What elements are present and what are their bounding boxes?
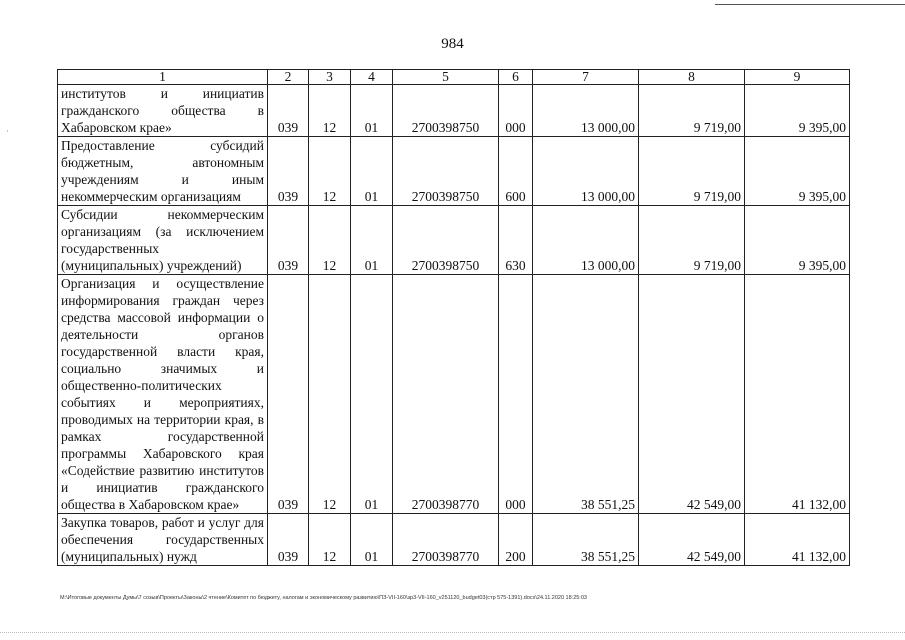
scan-mark: · [6, 126, 9, 136]
column-header: 7 [533, 70, 639, 85]
table-row [58, 514, 850, 566]
budget-table [57, 69, 850, 566]
expense-type-code: 200 [499, 514, 533, 566]
amount-col9: 9 395,00 [745, 85, 850, 137]
ministry-code: 039 [268, 85, 309, 137]
amount-col7: 13 000,00 [533, 206, 639, 275]
scan-edge [0, 632, 905, 633]
amount-col9: 41 132,00 [745, 275, 850, 514]
target-article-code: 2700398770 [393, 514, 499, 566]
expense-type-code: 630 [499, 206, 533, 275]
amount-col9: 41 132,00 [745, 514, 850, 566]
table-row [58, 85, 850, 137]
subsection-code: 01 [351, 206, 393, 275]
column-header: 5 [393, 70, 499, 85]
table-row [58, 206, 850, 275]
row-description: Предоставление субсидий бюджетным, автономным учреждениям и иным некоммерческим организациям [58, 137, 268, 206]
expense-type-code: 000 [499, 85, 533, 137]
amount-col8: 42 549,00 [639, 275, 745, 514]
column-header: 9 [745, 70, 850, 85]
subsection-code: 01 [351, 137, 393, 206]
target-article-code: 2700398750 [393, 137, 499, 206]
page-number: 984 [441, 36, 464, 52]
subsection-code: 01 [351, 514, 393, 566]
ministry-code: 039 [268, 514, 309, 566]
amount-col8: 9 719,00 [639, 206, 745, 275]
ministry-code: 039 [268, 137, 309, 206]
section-code: 12 [309, 137, 351, 206]
amount-col7: 13 000,00 [533, 137, 639, 206]
amount-col7: 13 000,00 [533, 85, 639, 137]
section-code: 12 [309, 275, 351, 514]
section-code: 12 [309, 206, 351, 275]
row-description: Субсидии некоммерческим организациям (за исключением государственных (муниципальных) учреждений) [58, 206, 268, 275]
expense-type-code: 600 [499, 137, 533, 206]
column-header: 4 [351, 70, 393, 85]
column-header: 1 [58, 70, 268, 85]
column-header: 8 [639, 70, 745, 85]
subsection-code: 01 [351, 275, 393, 514]
amount-col7: 38 551,25 [533, 514, 639, 566]
top-rule [715, 4, 905, 5]
target-article-code: 2700398770 [393, 275, 499, 514]
expense-type-code: 000 [499, 275, 533, 514]
ministry-code: 039 [268, 206, 309, 275]
amount-col9: 9 395,00 [745, 137, 850, 206]
section-code: 12 [309, 514, 351, 566]
row-description: институтов и инициатив гражданского общества в Хабаровском крае» [58, 85, 268, 137]
subsection-code: 01 [351, 85, 393, 137]
amount-col9: 9 395,00 [745, 206, 850, 275]
target-article-code: 2700398750 [393, 85, 499, 137]
amount-col8: 9 719,00 [639, 137, 745, 206]
column-header: 2 [268, 70, 309, 85]
amount-col7: 38 551,25 [533, 275, 639, 514]
ministry-code: 039 [268, 275, 309, 514]
amount-col8: 9 719,00 [639, 85, 745, 137]
column-header: 3 [309, 70, 351, 85]
table-row [58, 275, 850, 514]
target-article-code: 2700398750 [393, 206, 499, 275]
table-header-row [58, 70, 850, 85]
row-description: Организация и осуществление информирования граждан через средства массовой информации о деятельности органов государственной власти края, социально значимых и общественно-политических событиях и мероприятиях, проводимых на территории края, в рамках государственной программы Хабаровского края «Содействие развитию институтов и инициатив гражданского общества в Хабаровском крае» [58, 275, 268, 514]
column-header: 6 [499, 70, 533, 85]
section-code: 12 [309, 85, 351, 137]
row-description: Закупка товаров, работ и услуг для обеспечения государственных (муниципальных) нужд [58, 514, 268, 566]
file-path-footer: M:\Итоговые документы Думы\7 созыв\Проекты\Законы\2 чтение\Комитет по бюджету, налогам и экономическому развитию\ПЗ-VII-160\зр3-VII-160_v251120_budget03(стр 575-1391).docx\24.11.2020 18:25:03 [60, 595, 587, 601]
amount-col8: 42 549,00 [639, 514, 745, 566]
table-row [58, 137, 850, 206]
